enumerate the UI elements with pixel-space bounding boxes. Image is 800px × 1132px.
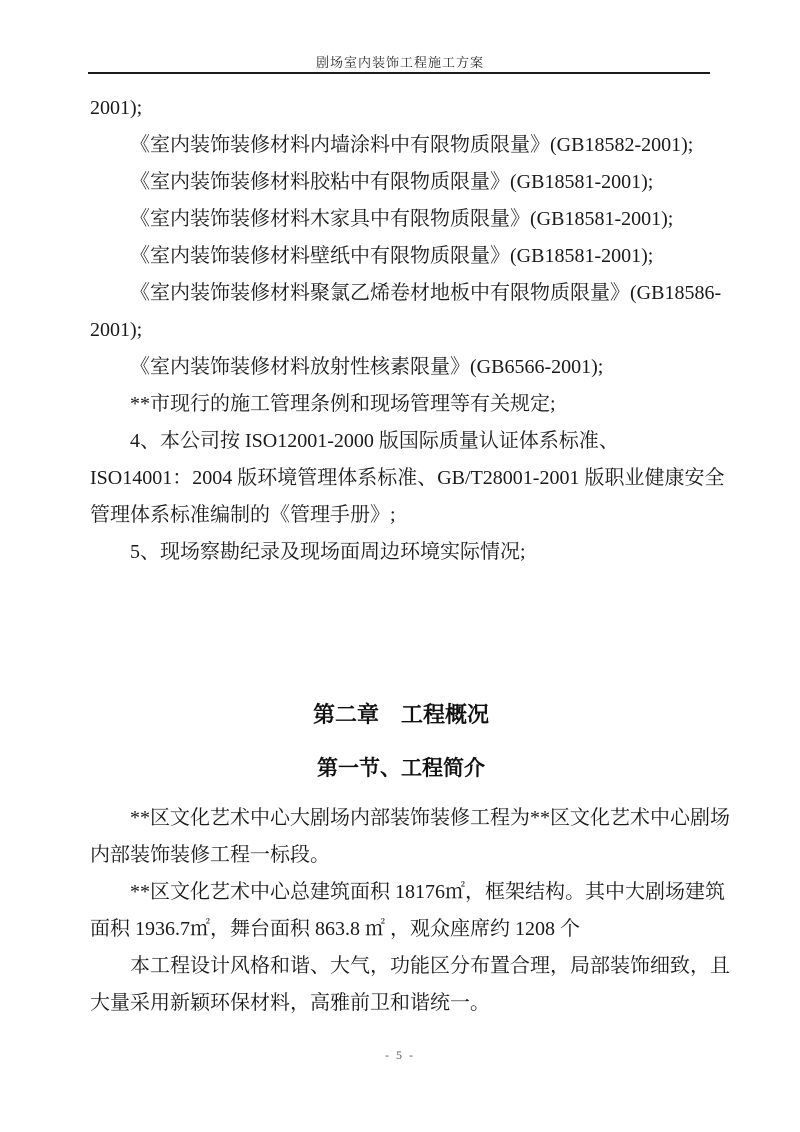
text-line: 《室内装饰装修材料壁纸中有限物质限量》(GB18581-2001); bbox=[130, 245, 654, 267]
text-line: **市现行的施工管理条例和现场管理等有关规定; bbox=[130, 393, 556, 415]
text-line: 《室内装饰装修材料木家具中有限物质限量》(GB18581-2001); bbox=[130, 208, 674, 230]
text-line: 大量采用新颖环保材料，高雅前卫和谐统一。 bbox=[90, 992, 490, 1014]
references-section bbox=[90, 90, 725, 571]
section-heading: 第一节、工程简介 bbox=[317, 756, 485, 780]
text-line: 管理体系标准编制的《管理手册》; bbox=[90, 504, 396, 526]
text-line: **区文化艺术中心大剧场内部装饰装修工程为**区文化艺术中心剧场 bbox=[130, 807, 730, 829]
text-line: **区文化艺术中心总建筑面积 18176㎡，框架结构。其中大剧场建筑 bbox=[130, 881, 725, 903]
section-break-gap bbox=[90, 571, 712, 701]
page-number: - 5 - bbox=[385, 1048, 415, 1062]
text-line: 4、本公司按 ISO12001-2000 版国际质量认证体系标准、 bbox=[130, 430, 619, 452]
page-header-title: 剧场室内装饰工程施工方案 bbox=[315, 55, 484, 70]
header-rule bbox=[88, 72, 710, 74]
text-line: 《室内装饰装修材料胶粘中有限物质限量》(GB18581-2001); bbox=[130, 171, 654, 193]
text-line: 《室内装饰装修材料聚氯乙烯卷材地板中有限物质限量》(GB18586- bbox=[130, 282, 722, 304]
chapter-heading: 第二章 工程概况 bbox=[312, 702, 489, 727]
text-line: 面积 1936.7㎡，舞台面积 863.8 ㎡ ，观众座席约 1208 个 bbox=[90, 918, 580, 940]
intro-section bbox=[90, 800, 730, 1022]
text-line: 《室内装饰装修材料内墙涂料中有限物质限量》(GB18582-2001); bbox=[130, 134, 694, 156]
page-body bbox=[90, 90, 730, 1022]
text-line: 5、现场察勘纪录及现场面周边环境实际情况; bbox=[130, 541, 526, 563]
text-line: 2001); bbox=[90, 319, 143, 341]
text-line: ISO14001：2004 版环境管理体系标准、GB/T28001-2001 版职业健康安全 bbox=[90, 467, 725, 489]
text-line: 《室内装饰装修材料放射性核素限量》(GB6566-2001); bbox=[130, 356, 604, 378]
text-line: 本工程设计风格和谐、大气，功能区分布置合理，局部装饰细致，且 bbox=[130, 955, 730, 977]
text-line: 内部装饰装修工程一标段。 bbox=[90, 844, 330, 866]
text-line: 2001); bbox=[90, 97, 143, 119]
